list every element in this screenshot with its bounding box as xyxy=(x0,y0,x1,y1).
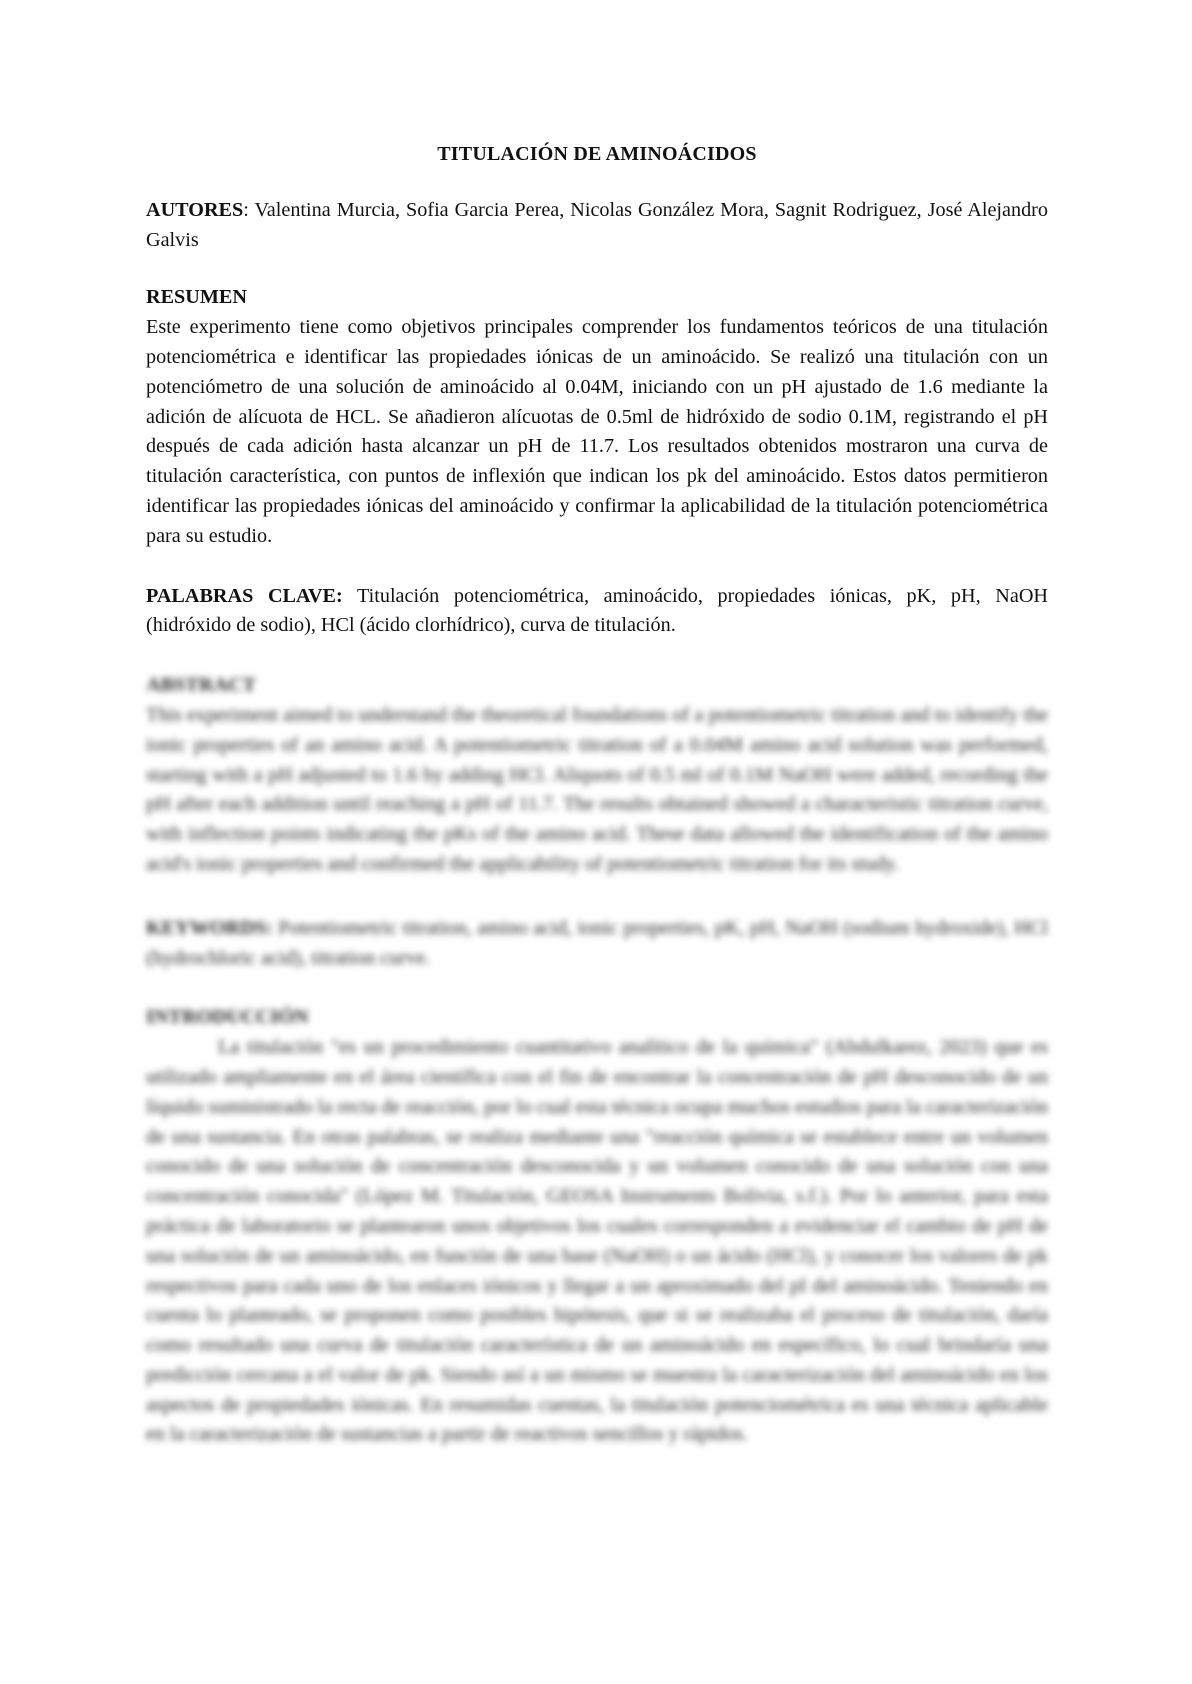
blurred-section xyxy=(146,671,1048,1450)
resumen-heading: RESUMEN xyxy=(146,286,247,309)
keywords-en-text: Potentiometric titration, amino acid, ionic properties, pK, pH, NaOH (sodium hydroxide), HCl (hydrochloric acid), titration curve. xyxy=(146,916,1048,969)
abstract-heading: ABSTRACT xyxy=(146,674,256,697)
keywords-paragraph xyxy=(146,582,1048,642)
intro-text: La titulación "es un procedimiento cuantitativo analítico de la química" (Abdulkarez, 2023) que es utilizado ampliamente en el área científica con el fin de encontrar la concentración de pH desconocido de un líquido suministrado la recta de reacción, por lo cual esta técnica ocupa muchos estudios para la caracterización de una sustancia. En otras palabras, se realiza mediante una "reacción química se establece entre un volumen conocido de una solución de concentración desconocida y un volumen conocido de una solución con una concentración conocida" (López M. Titulación, GEOSA Instruments Bolivia, s.f.). Por lo anterior, para esta práctica de laboratorio se plantearon unos objetivos los cuales corresponden a evidenciar el cambio de pH de una solución de un aminoácido, en función de una base (NaOH) o un ácido (HCl), y conocer los valores de pk respectivos para cada uno de los enlaces iónicos y llegar a un aproximado del pI del aminoácido. Teniendo en cuenta lo planteado, se proponen como posibles hipótesis, que si se realizaba el proceso de titulación, daría como resultado una curva de titulación característica de un aminoácido en específico, lo cual brindaría una predicción cercana a el valor de pk. Siendo así a un mismo se muestra la caracterización del aminoácido en los aspectos de propiedades iónicas. En resumidas cuentas, la titulación potenciométrica es una técnica aplicable en la caracterización de sustancias a partir de reactivos sencillos y rápidos. xyxy=(146,1036,1048,1446)
keywords-text: Titulación potenciométrica, aminoácido, propiedades iónicas, pK, pH, NaOH (hidróxido de sodio), HCl (ácido clorhídrico), curva de titulación. xyxy=(146,584,1048,637)
keywords-en-paragraph xyxy=(146,914,1048,974)
keywords-en-label: KEYWORDS: xyxy=(146,916,273,939)
authors-label: AUTORES xyxy=(146,198,244,221)
document-page xyxy=(146,140,1048,1450)
authors-text: : Valentina Murcia, Sofia Garcia Perea, Nicolas González Mora, Sagnit Rodriguez, José Alejandro Galvis xyxy=(146,198,1048,251)
document-title: TITULACIÓN DE AMINOÁCIDOS xyxy=(437,143,757,165)
abstract-text: This experiment aimed to understand the theoretical foundations of a potentiometric titration and to identify the ionic properties of an amino acid. A potentiometric titration of a 0.04M amino acid solution was performed, starting with a pH adjusted to 1.6 by adding HCl. Aliquots of 0.5 ml of 0.1M NaOH were added, recording the pH after each addition until reaching a pH of 11.7. The results obtained showed a characteristic titration curve, with inflection points indicating the pKs of the amino acid. These data allowed the identification of the amino acid's ionic properties and confirmed the applicability of potentiometric titration for its study. xyxy=(146,703,1048,875)
resumen-text: Este experimento tiene como objetivos principales comprender los fundamentos teóricos de una titulación potenciométrica e identificar las propiedades iónicas de un aminoácido. Se realizó una titulación con un potenciómetro de una solución de aminoácido al 0.04M, iniciando con un pH ajustado de 1.6 mediante la adición de alícuota de HCL. Se añadieron alícuotas de 0.5ml de hidróxido de sodio 0.1M, registrando el pH después de cada adición hasta alcanzar un pH de 11.7. Los resultados obtenidos mostraron una curva de titulación característica, con puntos de inflexión que indican los pk del aminoácido. Estos datos permitieron identificar las propiedades iónicas del aminoácido y confirmar la aplicabilidad de la titulación potenciométrica para su estudio. xyxy=(146,316,1048,547)
authors-paragraph xyxy=(146,196,1048,256)
intro-heading: INTRODUCCIÓN xyxy=(146,1006,309,1029)
keywords-label: PALABRAS CLAVE: xyxy=(146,584,343,607)
